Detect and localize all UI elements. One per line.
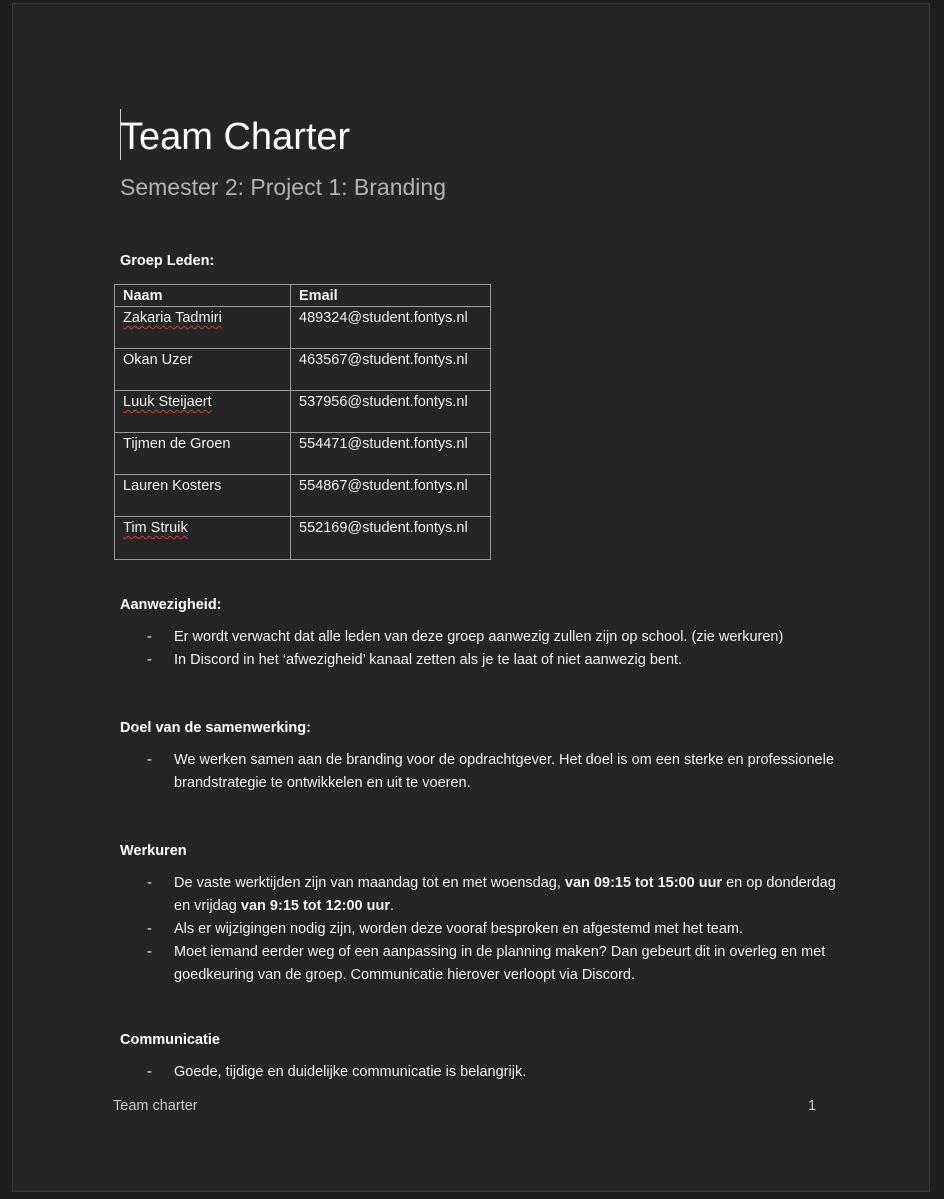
list-item[interactable]: - Als er wijzigingen nodig zijn, worden deze vooraf besproken en afgestemd met het team.	[120, 918, 840, 941]
hours-list	[120, 872, 840, 987]
table-row	[115, 475, 491, 517]
attendance-heading[interactable]: Aanwezigheid:	[120, 597, 222, 613]
member-name-text: Tijmen de Groen	[123, 436, 231, 452]
table-row	[115, 349, 491, 391]
member-name[interactable]	[115, 307, 291, 349]
list-item[interactable]: - In Discord in het ‘afwezigheid’ kanaal zetten als je te laat of niet aanwezig bent.	[120, 649, 840, 672]
table-header-row	[115, 285, 491, 307]
member-name-text: Lauren Kosters	[123, 478, 222, 494]
hours-bold-weekdays: van 09:15 tot 15:00 uur	[564, 875, 723, 891]
members-table[interactable]	[114, 284, 491, 560]
column-header-email[interactable]: Email	[291, 285, 491, 307]
communication-heading[interactable]: Communicatie	[120, 1032, 220, 1048]
member-name-text: Okan Uzer	[123, 352, 193, 368]
list-item[interactable]: - Goede, tijdige en duidelijke communicatie is belangrijk.	[120, 1061, 840, 1084]
hours-heading[interactable]: Werkuren	[120, 843, 187, 859]
list-item[interactable]: - Er wordt verwacht dat alle leden van deze groep aanwezig zullen zijn op school. (zie werkuren)	[120, 626, 840, 649]
member-name[interactable]	[115, 475, 291, 517]
table-row	[115, 433, 491, 475]
member-name[interactable]	[115, 517, 291, 560]
member-name-text: Luuk Steijaert	[123, 394, 212, 410]
list-item[interactable]: - Moet iemand eerder weg of een aanpassing in de planning maken? Dan gebeurt dit in overleg en met goedkeuring van de groep. Communicatie hierover verloopt via Discord.	[120, 941, 840, 987]
member-email[interactable]: 554471@student.fontys.nl	[291, 433, 491, 475]
member-email[interactable]: 554867@student.fontys.nl	[291, 475, 491, 517]
hours-text: en op donderdag en vrijdag	[174, 875, 836, 914]
column-header-name[interactable]: Naam	[115, 285, 291, 307]
member-name[interactable]	[115, 349, 291, 391]
communication-list	[120, 1061, 840, 1084]
table-row	[115, 517, 491, 560]
hours-text: .	[389, 898, 395, 914]
page-number: 1	[808, 1098, 817, 1114]
member-name[interactable]	[115, 391, 291, 433]
member-email[interactable]: 537956@student.fontys.nl	[291, 391, 491, 433]
list-item[interactable]: - We werken samen aan de branding voor de opdrachtgever. Het doel is om een sterke en professionele brandstrategie te ontwikkelen en uit te voeren.	[120, 749, 840, 795]
document-title[interactable]: Team Charter	[120, 116, 351, 158]
member-name-text: Zakaria Tadmiri	[123, 310, 222, 326]
member-name-text: Tim Struik	[123, 520, 188, 536]
hours-bold-thu-fri: van 9:15 tot 12:00 uur	[240, 898, 390, 914]
document-subtitle[interactable]: Semester 2: Project 1: Branding	[120, 174, 446, 200]
member-email[interactable]: 552169@student.fontys.nl	[291, 517, 491, 560]
member-email[interactable]: 463567@student.fontys.nl	[291, 349, 491, 391]
goal-list	[120, 749, 840, 795]
document-page[interactable]	[12, 3, 930, 1192]
table-row	[115, 391, 491, 433]
hours-text: De vaste werktijden zijn van maandag tot en met woensdag,	[174, 875, 565, 891]
member-email[interactable]: 489324@student.fontys.nl	[291, 307, 491, 349]
footer-title: Team charter	[113, 1098, 198, 1114]
attendance-list	[120, 626, 840, 672]
table-row	[115, 307, 491, 349]
list-item[interactable]	[120, 872, 840, 918]
member-name[interactable]	[115, 433, 291, 475]
members-heading[interactable]: Groep Leden:	[120, 253, 215, 269]
goal-heading[interactable]: Doel van de samenwerking:	[120, 720, 311, 736]
